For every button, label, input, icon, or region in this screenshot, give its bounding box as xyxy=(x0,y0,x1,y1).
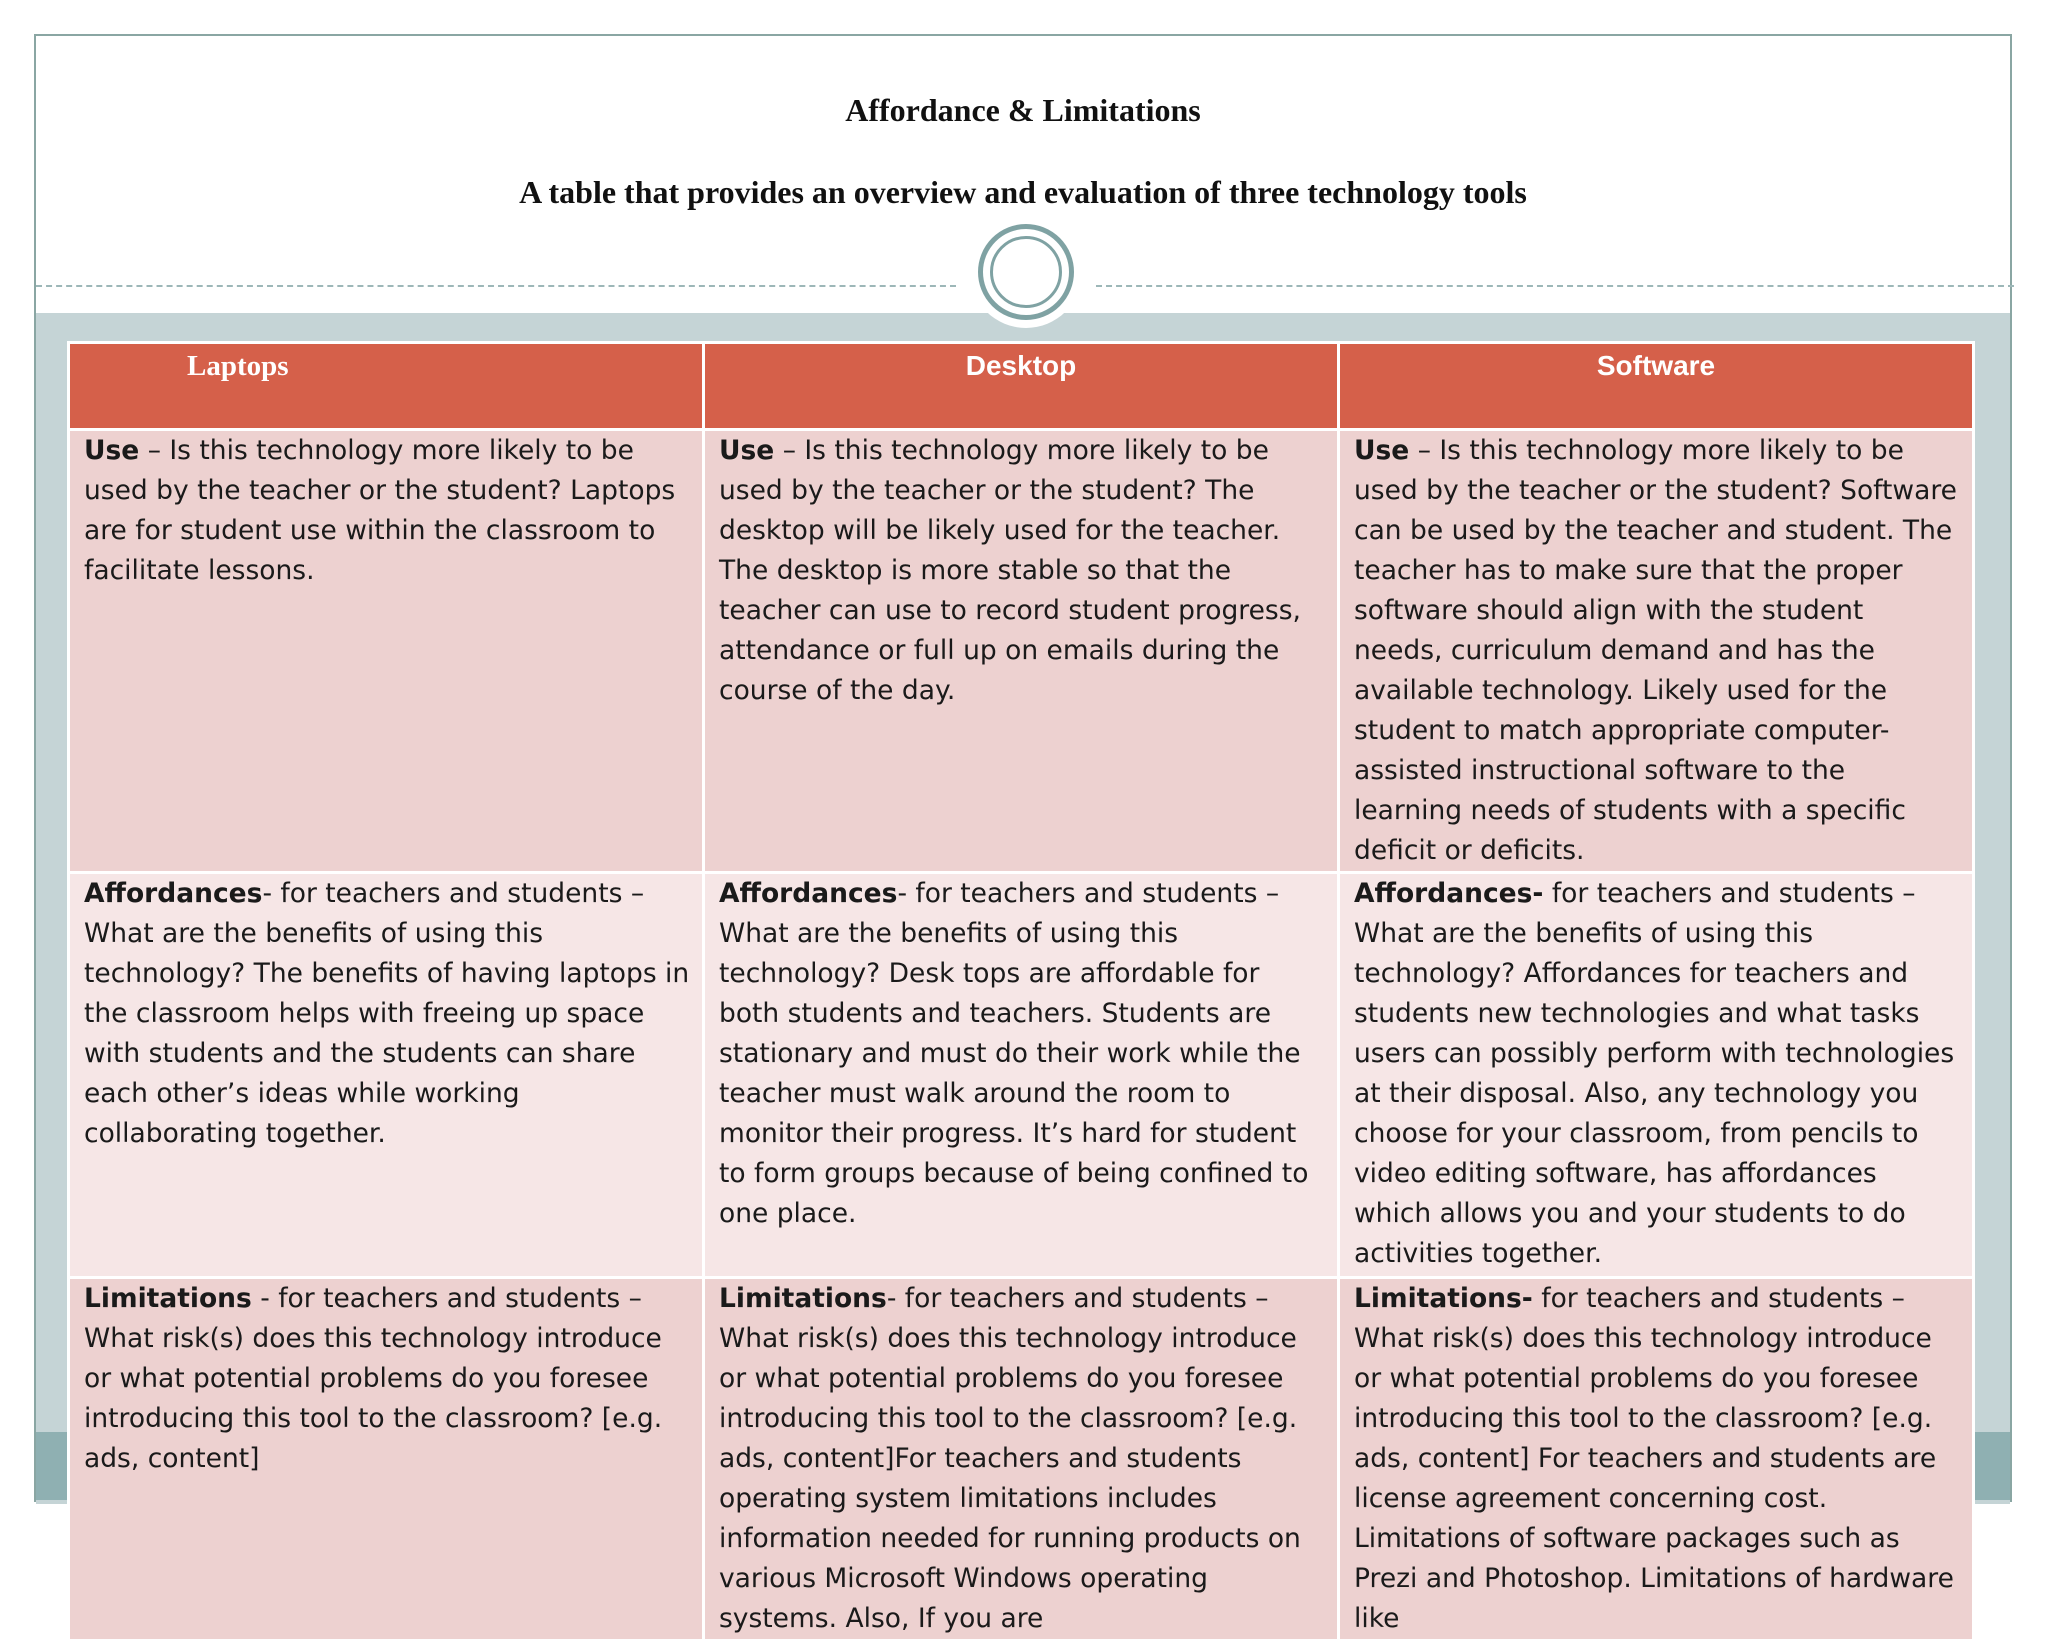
column-header-desktop: Desktop xyxy=(704,343,1339,430)
circle-ornament-ring xyxy=(978,224,1074,320)
evaluation-table xyxy=(67,341,1975,1642)
table-cell xyxy=(1339,873,1974,1278)
divider-line-left xyxy=(36,285,956,287)
cell-lead: Use xyxy=(1354,435,1410,466)
circle-ornament-icon xyxy=(970,216,1082,328)
table-cell xyxy=(704,873,1339,1278)
cell-text: – Is this technology more likely to be used by the teacher or the student? Laptops are for student use within the classroom to facilitate lessons. xyxy=(84,435,676,586)
table-row-affordances xyxy=(69,873,1974,1278)
cell-text: – Is this technology more likely to be used by the teacher or the student? The desktop will be likely used for the teacher. The desktop is more stable so that the teacher can use to record student progress, attendance or full up on emails during the course of the day. xyxy=(719,435,1301,706)
cell-lead: Limitations xyxy=(84,1283,252,1314)
cell-lead: Use xyxy=(84,435,140,466)
cell-text: - for teachers and students – What risk(s) does this technology introduce or what potential problems do you foresee introducing this tool to the classroom? [e.g. ads, content] xyxy=(84,1283,663,1474)
page-subtitle: A table that provides an overview and evaluation of three technology tools xyxy=(519,174,1527,210)
page-title: Affordance & Limitations xyxy=(845,92,1201,128)
divider-line-right xyxy=(1096,285,2014,287)
cell-text: – Is this technology more likely to be used by the teacher or the student? Software can be used by the teacher and student. The teacher has to make sure that the proper software should align with the student needs, curriculum demand and has the available technology. Likely used for the student to match appropriate computer-assisted instructional software to the learning needs of students with a specific deficit or deficits. xyxy=(1354,435,1957,866)
table-row-use xyxy=(69,430,1974,873)
cell-lead: Limitations- xyxy=(1354,1283,1533,1314)
cell-lead: Use xyxy=(719,435,775,466)
circle-ornament-inner xyxy=(990,236,1062,308)
cell-lead: Affordances xyxy=(84,878,263,909)
table-cell xyxy=(704,1278,1339,1641)
cell-text: - for teachers and students – What are the benefits of using this technology? The benefits of having laptops in the classroom helps with freeing up space with students and the students can share each other’s ideas while working collaborating together. xyxy=(84,878,690,1149)
cell-text: - for teachers and students – What risk(s) does this technology introduce or what potential problems do you foresee introducing this tool to the classroom? [e.g. ads, content]For teachers and students operating system limitations includes information needed for running products on various Microsoft Windows operating systems. Also, If you are xyxy=(719,1283,1301,1634)
table-cell xyxy=(1339,430,1974,873)
cell-lead: Affordances- xyxy=(1354,878,1544,909)
column-header-software: Software xyxy=(1339,343,1974,430)
cell-lead: Limitations xyxy=(719,1283,887,1314)
cell-lead: Affordances xyxy=(719,878,898,909)
table-cell xyxy=(69,1278,704,1641)
table-cell xyxy=(1339,1278,1974,1641)
table-cell xyxy=(704,430,1339,873)
table-row-limitations xyxy=(69,1278,1974,1641)
column-header-laptops: Laptops xyxy=(69,343,704,430)
cell-text: for teachers and students – What are the benefits of using this technology? Affordances for teachers and students new technologies and what tasks users can possibly perform with technologies at their disposal. Also, any technology you choose for your classroom, from pencils to video editing software, has affordances which allows you and your students to do activities together. xyxy=(1354,878,1955,1269)
table-cell xyxy=(69,873,704,1278)
table-header-row xyxy=(69,343,1974,430)
cell-text: for teachers and students – What risk(s) does this technology introduce or what potential problems do you foresee introducing this tool to the classroom? [e.g. ads, content] For teachers and students are license agreement concerning cost. Limitations of software packages such as Prezi and Photoshop. Limitations of hardware like xyxy=(1354,1283,1954,1634)
table-cell xyxy=(69,430,704,873)
cell-text: - for teachers and students – What are the benefits of using this technology? Desk tops are affordable for both students and teachers. Students are stationary and must do their work while the teacher must walk around the room to monitor their progress. It’s hard for student to form groups because of being confined to one place. xyxy=(719,878,1309,1229)
